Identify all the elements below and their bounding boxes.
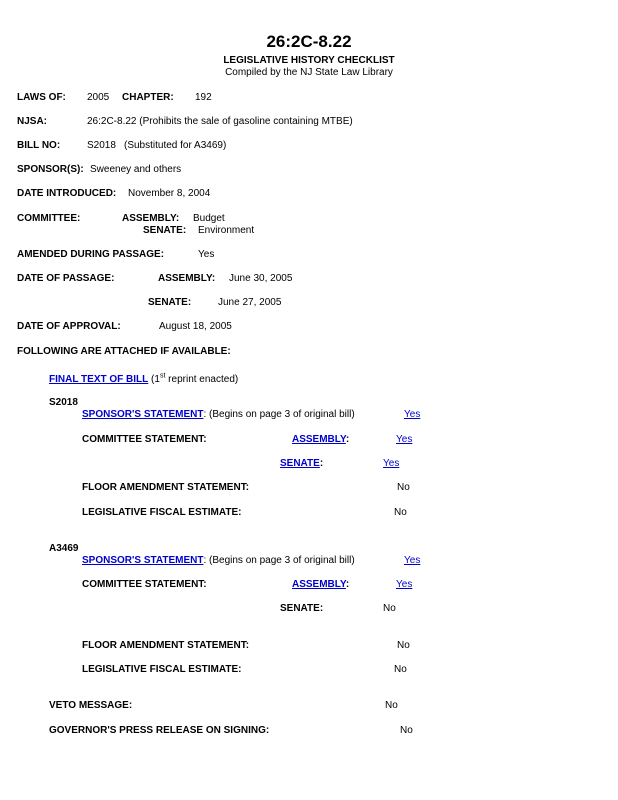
committee-assembly-label: ASSEMBLY:: [122, 213, 180, 224]
page-title: 26:2C-8.22: [266, 32, 352, 51]
s2018-sponsor-yes-link[interactable]: Yes: [404, 409, 421, 420]
bill-no-value: S2018: [87, 140, 116, 151]
sponsors-label: SPONSOR(S):: [17, 164, 84, 175]
s2018-sponsor-note: : (Begins on page 3 of original bill): [203, 409, 355, 420]
a3469-label: A3469: [49, 543, 79, 554]
s2018-senate-link[interactable]: SENATE: [280, 458, 320, 469]
final-text-row: [49, 374, 238, 386]
s2018-assembly-link[interactable]: ASSEMBLY: [292, 434, 346, 445]
bill-no-note: (Substituted for A3469): [124, 140, 227, 151]
veto-value: No: [385, 700, 398, 711]
s2018-assembly-row: [292, 434, 349, 446]
final-text-link[interactable]: FINAL TEXT OF BILL: [49, 374, 149, 385]
a3469-assembly-row: [292, 579, 349, 591]
press-release-value: No: [400, 725, 413, 736]
a3469-sponsor-yes-link[interactable]: Yes: [404, 555, 421, 566]
compiled-by: Compiled by the NJ State Law Library: [225, 67, 393, 78]
a3469-assembly-link[interactable]: ASSEMBLY: [292, 579, 346, 590]
s2018-fiscal-value: No: [394, 507, 407, 518]
s2018-senate-yes-link[interactable]: Yes: [383, 458, 400, 469]
a3469-floor-value: No: [397, 640, 410, 651]
chapter-value: 192: [195, 92, 212, 103]
s2018-senate-colon: :: [319, 458, 324, 469]
veto-label: VETO MESSAGE:: [49, 700, 133, 711]
committee-senate-label: SENATE:: [143, 225, 187, 236]
passage-assembly-value: June 30, 2005: [229, 273, 293, 284]
press-release-label: GOVERNOR'S PRESS RELEASE ON SIGNING:: [49, 725, 270, 736]
a3469-senate-label: SENATE:: [280, 603, 324, 614]
a3469-senate-value: No: [383, 603, 396, 614]
a3469-fiscal-label: LEGISLATIVE FISCAL ESTIMATE:: [82, 664, 242, 675]
a3469-assembly-colon: :: [345, 579, 350, 590]
date-of-approval-label: DATE OF APPROVAL:: [17, 321, 121, 332]
a3469-assembly-yes-link[interactable]: Yes: [396, 579, 413, 590]
njsa-value: 26:2C-8.22 (Prohibits the sale of gasoline containing MTBE): [87, 116, 353, 127]
date-of-passage-label: DATE OF PASSAGE:: [17, 273, 115, 284]
committee-label: COMMITTEE:: [17, 213, 81, 224]
njsa-label: NJSA:: [17, 116, 48, 127]
sponsors-value: Sweeney and others: [90, 164, 182, 175]
s2018-assembly-colon: :: [345, 434, 350, 445]
s2018-assembly-yes-link[interactable]: Yes: [396, 434, 413, 445]
page-subtitle: LEGISLATIVE HISTORY CHECKLIST: [223, 55, 395, 66]
s2018-sponsor-statement-link[interactable]: SPONSOR'S STATEMENT: [82, 409, 204, 420]
committee-assembly-value: Budget: [193, 213, 225, 224]
laws-of-year: 2005: [87, 92, 110, 103]
committee-senate-value: Environment: [198, 225, 255, 236]
s2018-label: S2018: [49, 397, 78, 408]
final-text-post: reprint enacted): [165, 374, 239, 385]
amended-value: Yes: [198, 249, 215, 260]
a3469-floor-label: FLOOR AMENDMENT STATEMENT:: [82, 640, 250, 651]
amended-label: AMENDED DURING PASSAGE:: [17, 249, 165, 260]
laws-of-label: LAWS OF:: [17, 92, 66, 103]
s2018-floor-value: No: [397, 482, 410, 493]
date-introduced-value: November 8, 2004: [128, 188, 211, 199]
s2018-senate-row: [280, 458, 323, 470]
s2018-fiscal-label: LEGISLATIVE FISCAL ESTIMATE:: [82, 507, 242, 518]
date-of-approval-value: August 18, 2005: [159, 321, 232, 332]
passage-senate-value: June 27, 2005: [218, 297, 282, 308]
a3469-committee-label: COMMITTEE STATEMENT:: [82, 579, 207, 590]
chapter-label: CHAPTER:: [122, 92, 174, 103]
final-text-sup: st: [159, 372, 166, 380]
s2018-sponsor-row: [82, 409, 355, 421]
attached-heading: FOLLOWING ARE ATTACHED IF AVAILABLE:: [17, 346, 231, 357]
a3469-sponsor-row: [82, 555, 355, 567]
date-introduced-label: DATE INTRODUCED:: [17, 188, 117, 199]
s2018-floor-label: FLOOR AMENDMENT STATEMENT:: [82, 482, 250, 493]
s2018-committee-label: COMMITTEE STATEMENT:: [82, 434, 207, 445]
a3469-fiscal-value: No: [394, 664, 407, 675]
final-text-pre: (1: [151, 374, 160, 385]
a3469-sponsor-statement-link[interactable]: SPONSOR'S STATEMENT: [82, 555, 204, 566]
bill-no-label: BILL NO:: [17, 140, 61, 151]
a3469-sponsor-note: : (Begins on page 3 of original bill): [203, 555, 355, 566]
passage-assembly-label: ASSEMBLY:: [158, 273, 216, 284]
passage-senate-label: SENATE:: [148, 297, 192, 308]
